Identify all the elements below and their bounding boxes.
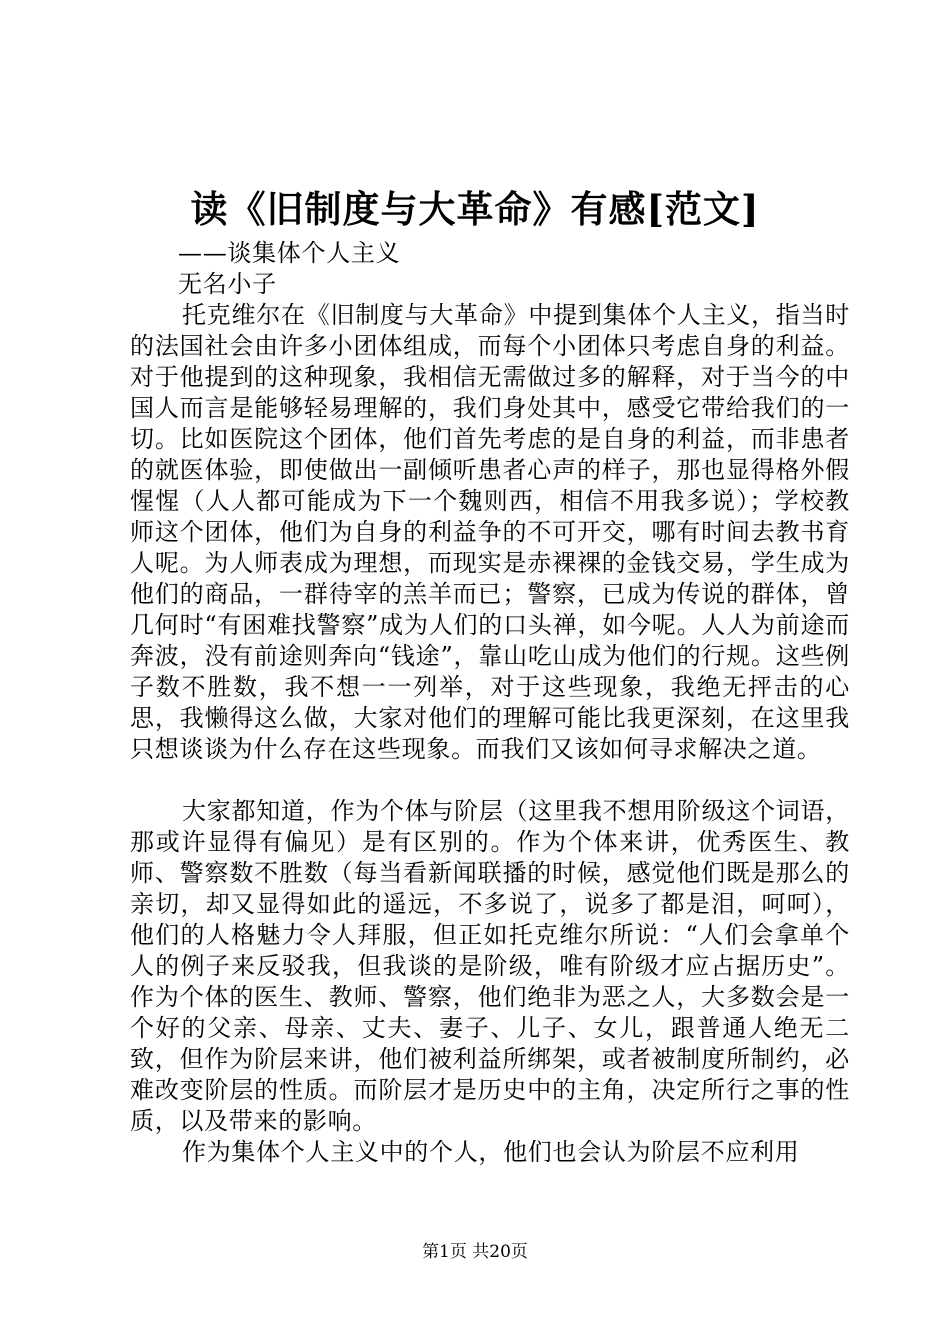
document-author: 无名小子 (178, 270, 277, 298)
paragraph-2: 大家都知道，作为个体与阶层（这里我不想用阶级这个词语，那或许显得有偏见）是有区别的。作为个体来讲，优秀医生、教师、警察数不胜数（每当看新闻联播的时候，感觉他们既是那么的亲切，却又显得如此的遥远，不多说了，说多了都是泪，呵呵），他们的人格魅力令人拜服，但正如托克维尔所说：“人们会拿单个人的例子来反驳我，但我谈的是阶级，唯有阶级才应占据历史”。作为个体的医生、教师、警察，他们绝非为恶之人，大多数会是一个好的父亲、母亲、丈夫、妻子、儿子、女儿，跟普通人绝无二致，但作为阶层来讲，他们被利益所绑架，或者被制度所制约，必难改变阶层的性质。而阶层才是历史中的主角，决定所行之事的性质，以及带来的影响。 (130, 797, 850, 1135)
paragraph-3: 作为集体个人主义中的个人，他们也会认为阶层不应利用 (182, 1138, 800, 1166)
page-number-footer: 第1页 共20页 (422, 1242, 528, 1262)
paragraph-1: 托克维尔在《旧制度与大革命》中提到集体个人主义，指当时的法国社会由许多小团体组成，而每个小团体只考虑自身的利益。对于他提到的这种现象，我相信无需做过多的解释，对于当今的中国人而言是能够轻易理解的，我们身处其中，感受它带给我们的一切。比如医院这个团体，他们首先考虑的是自身的利益，而非患者的就医体验，即使做出一副倾听患者心声的样子，那也显得格外假惺惺（人人都可能成为下一个魏则西，相信不用我多说）；学校教师这个团体，他们为自身的利益争的不可开交，哪有时间去教书育人呢。为人师表成为理想，而现实是赤裸裸的金钱交易，学生成为他们的商品，一群待宰的羔羊而已；警察，已成为传说的群体，曾几何时“有困难找警察”成为人们的口头禅，如今呢。人人为前途而奔波，没有前途则奔向“钱途”，靠山吃山成为他们的行规。这些例子数不胜数，我不想一一列举，对于这些现象，我绝无抨击的心思，我懒得这么做，大家对他们的理解可能比我更深刻，在这里我只想谈谈为什么存在这些现象。而我们又该如何寻求解决之道。 (130, 301, 850, 763)
document-body (130, 238, 850, 1168)
document-title: 读《旧制度与大革命》有感[范文] (190, 187, 760, 231)
document-subtitle: ——谈集体个人主义 (178, 239, 401, 267)
